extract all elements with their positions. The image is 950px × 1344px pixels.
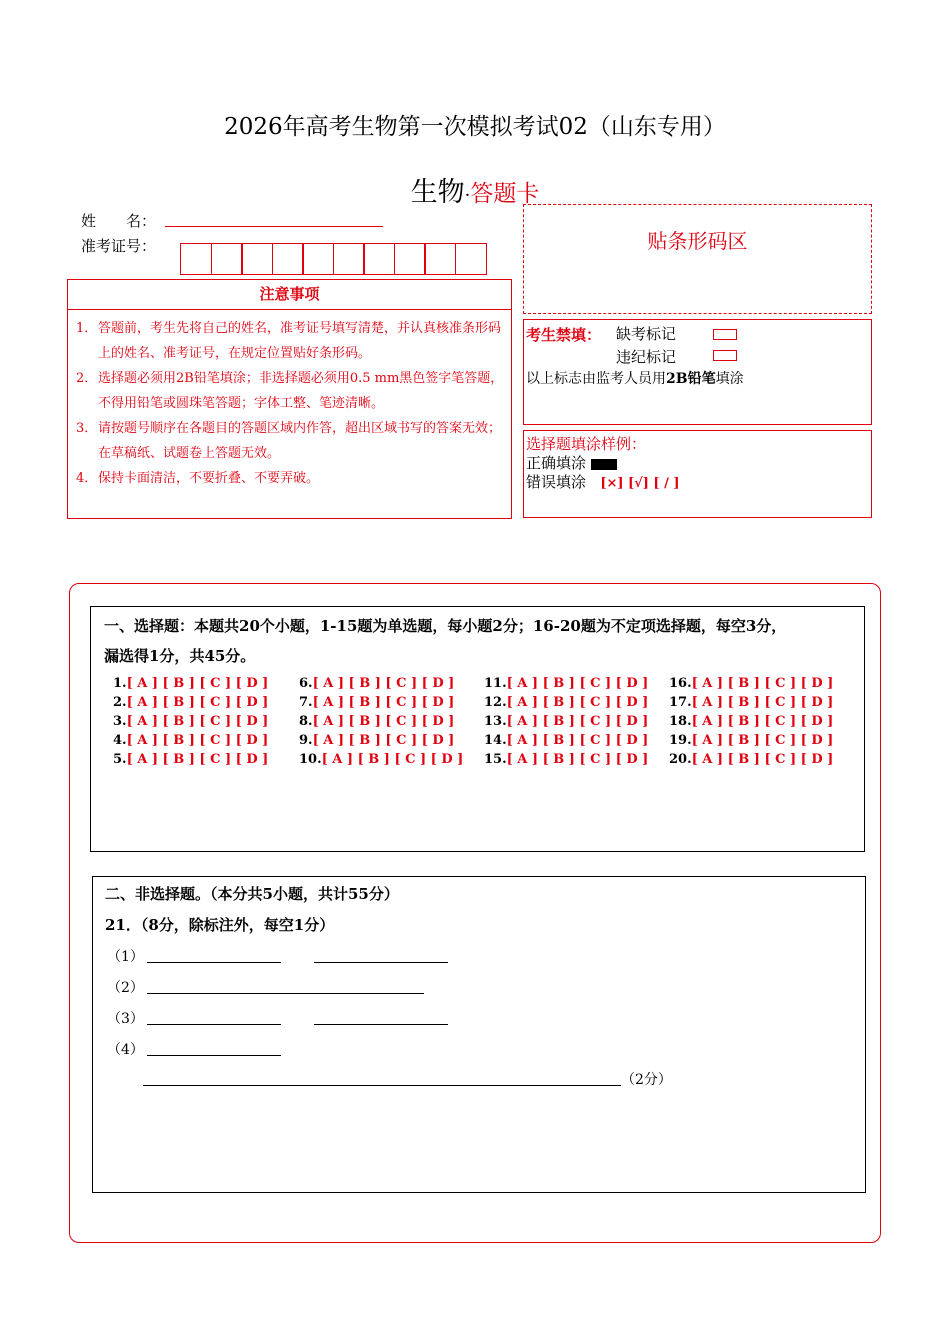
- answer-blank[interactable]: [147, 1009, 281, 1025]
- exam-id-label: 准考证号：: [81, 237, 157, 255]
- question-number: 4.: [113, 733, 127, 748]
- answer-blank[interactable]: [147, 947, 281, 963]
- answer-blank[interactable]: [314, 947, 448, 963]
- choice-question-row[interactable]: [669, 674, 833, 693]
- exam-id-digit-box[interactable]: [455, 243, 487, 275]
- exam-id-digit-box[interactable]: [241, 243, 273, 275]
- choice-question-row[interactable]: [669, 750, 833, 769]
- question-number: 13.: [484, 714, 507, 729]
- absent-mark-label: 缺考标记: [616, 325, 677, 343]
- barcode-label: 贴条形码区: [647, 229, 748, 253]
- choice-question-row[interactable]: [299, 712, 454, 731]
- violation-mark-label: 违纪标记: [616, 348, 677, 366]
- question-number: 1.: [113, 676, 127, 691]
- answer-options[interactable]: [ A ] [ B ] [ C ] [ D ]: [321, 752, 464, 767]
- score-note: （2分）: [621, 1072, 672, 1088]
- notice-panel: [67, 279, 512, 519]
- part-1-label: （1）: [107, 949, 144, 965]
- part-3-label: （3）: [107, 1011, 144, 1027]
- exam-id-digit-box[interactable]: [424, 243, 456, 275]
- question-21-heading: 21．（8分，除标注外，每空1分）: [105, 916, 335, 934]
- choice-question-row[interactable]: [669, 712, 833, 731]
- exam-id-digit-box[interactable]: [363, 243, 395, 275]
- part-4-label: （4）: [107, 1042, 144, 1058]
- notice-item: 3． 请按题号顺序在各题目的答题区域内作答，超出区域书写的答案无效；在草稿纸、试题卷上答题无效。: [76, 421, 502, 461]
- choice-question-row[interactable]: [484, 693, 648, 712]
- name-label: 姓 名：: [81, 212, 157, 230]
- barcode-area: [523, 204, 872, 314]
- choice-question-row[interactable]: [484, 674, 648, 693]
- exam-id-boxes: [180, 243, 485, 275]
- question-number: 18.: [669, 714, 692, 729]
- notice-item: 1． 答题前，考生先将自己的姓名，准考证号填写清楚，并认真核准条形码上的姓名、准考证号，在规定位置贴好条形码。: [76, 321, 502, 361]
- choice-question-row[interactable]: [669, 693, 833, 712]
- answer-options[interactable]: [ A ] [ B ] [ C ] [ D ]: [312, 676, 455, 691]
- fill-sample-title: 选择题填涂样例：: [526, 435, 647, 453]
- question-number: 8.: [299, 714, 313, 729]
- answer-blank[interactable]: [143, 1070, 621, 1086]
- correct-fill-label: 正确填涂: [526, 452, 617, 473]
- question-number: 10.: [299, 752, 322, 767]
- exam-id-digit-box[interactable]: [302, 243, 334, 275]
- name-field[interactable]: [165, 226, 383, 227]
- exam-id-digit-box[interactable]: [272, 243, 304, 275]
- question-number: 9.: [299, 733, 313, 748]
- proctor-only-title: 考生禁填：: [526, 326, 602, 344]
- choice-question-row[interactable]: [299, 750, 463, 769]
- answer-options[interactable]: [ A ] [ B ] [ C ] [ D ]: [506, 733, 649, 748]
- question-number: 2.: [113, 695, 127, 710]
- wrong-fill-label: 错误填涂 [×] [√] [ / ]: [526, 473, 680, 491]
- answer-blank[interactable]: [314, 1009, 448, 1025]
- answer-options[interactable]: [ A ] [ B ] [ C ] [ D ]: [126, 733, 269, 748]
- absent-mark-box[interactable]: [713, 329, 737, 340]
- choice-heading-cont: 漏选得1分，共45分。: [104, 647, 256, 665]
- question-number: 20.: [669, 752, 692, 767]
- choice-question-row[interactable]: [299, 674, 454, 693]
- notice-list: [68, 310, 511, 491]
- answer-options[interactable]: [ A ] [ B ] [ C ] [ D ]: [691, 676, 834, 691]
- notice-item: 2． 选择题必须用2B铅笔填涂；非选择题必须用0.5 mm黑色签字笔答题，不得用铅笔或圆珠笔答题；字体工整、笔迹清晰。: [76, 371, 504, 411]
- answer-options[interactable]: [ A ] [ B ] [ C ] [ D ]: [312, 714, 455, 729]
- subject-label: 生物: [410, 177, 465, 208]
- choice-question-row[interactable]: [299, 693, 454, 712]
- answer-options[interactable]: [ A ] [ B ] [ C ] [ D ]: [506, 695, 649, 710]
- wrong-fill-marks: [×] [√] [ / ]: [600, 476, 680, 491]
- violation-mark-box[interactable]: [713, 350, 737, 361]
- question-number: 3.: [113, 714, 127, 729]
- choice-question-row[interactable]: [113, 712, 268, 731]
- question-number: 11.: [484, 676, 507, 691]
- question-number: 16.: [669, 676, 692, 691]
- answer-options[interactable]: [ A ] [ B ] [ C ] [ D ]: [691, 733, 834, 748]
- non-choice-heading: 二、非选择题。（本分共5小题，共计55分）: [105, 885, 399, 903]
- question-number: 6.: [299, 676, 313, 691]
- question-number: 17.: [669, 695, 692, 710]
- correct-fill-mark: [591, 459, 617, 470]
- choice-question-row[interactable]: [113, 674, 268, 693]
- choice-question-row[interactable]: [113, 731, 268, 750]
- answer-options[interactable]: [ A ] [ B ] [ C ] [ D ]: [126, 695, 269, 710]
- answer-options[interactable]: [ A ] [ B ] [ C ] [ D ]: [506, 714, 649, 729]
- answer-options[interactable]: [ A ] [ B ] [ C ] [ D ]: [691, 695, 834, 710]
- choice-question-row[interactable]: [113, 750, 268, 769]
- question-number: 7.: [299, 695, 313, 710]
- proctor-note: 以上标志由监考人员用2B铅笔填涂: [526, 371, 744, 387]
- question-number: 15.: [484, 752, 507, 767]
- choice-question-row[interactable]: [484, 731, 648, 750]
- choice-question-row[interactable]: [484, 750, 648, 769]
- answer-options[interactable]: [ A ] [ B ] [ C ] [ D ]: [691, 714, 834, 729]
- part-2-label: （2）: [107, 980, 144, 996]
- choice-question-row[interactable]: [113, 693, 268, 712]
- exam-id-digit-box[interactable]: [333, 243, 365, 275]
- fill-sample-panel: [523, 430, 872, 518]
- answer-options[interactable]: [ A ] [ B ] [ C ] [ D ]: [691, 752, 834, 767]
- page-title: 2026年高考生物第一次模拟考试02（山东专用）: [224, 114, 726, 140]
- question-number: 5.: [113, 752, 127, 767]
- notice-heading: 注意事项: [68, 280, 511, 310]
- choice-question-row[interactable]: [669, 731, 833, 750]
- answer-options[interactable]: [ A ] [ B ] [ C ] [ D ]: [506, 676, 649, 691]
- answer-card-label: 答题卡: [470, 181, 540, 207]
- choice-heading: 一、选择题：本题共20个小题，1-15题为单选题，每小题2分；16-20题为不定项选择题，每空3分，: [104, 617, 787, 635]
- answer-options[interactable]: [ A ] [ B ] [ C ] [ D ]: [126, 714, 269, 729]
- answer-options[interactable]: [ A ] [ B ] [ C ] [ D ]: [506, 752, 649, 767]
- exam-id-digit-box[interactable]: [394, 243, 426, 275]
- answer-options[interactable]: [ A ] [ B ] [ C ] [ D ]: [126, 752, 269, 767]
- non-choice-section: [92, 876, 866, 1193]
- answer-options[interactable]: [ A ] [ B ] [ C ] [ D ]: [126, 676, 269, 691]
- choice-section: [90, 606, 865, 852]
- choice-question-row[interactable]: [484, 712, 648, 731]
- exam-id-digit-box[interactable]: [180, 243, 212, 275]
- answer-blank[interactable]: [147, 978, 424, 994]
- choice-question-row[interactable]: [299, 731, 454, 750]
- proctor-only-panel: [523, 319, 872, 425]
- subtitle-separator: ·: [464, 185, 471, 206]
- exam-id-digit-box[interactable]: [211, 243, 243, 275]
- notice-item: 4． 保持卡面清洁，不要折叠、不要弄破。: [76, 471, 320, 486]
- answer-options[interactable]: [ A ] [ B ] [ C ] [ D ]: [312, 695, 455, 710]
- question-number: 12.: [484, 695, 507, 710]
- answer-options[interactable]: [ A ] [ B ] [ C ] [ D ]: [312, 733, 455, 748]
- answer-blank[interactable]: [147, 1040, 281, 1056]
- question-number: 19.: [669, 733, 692, 748]
- question-number: 14.: [484, 733, 507, 748]
